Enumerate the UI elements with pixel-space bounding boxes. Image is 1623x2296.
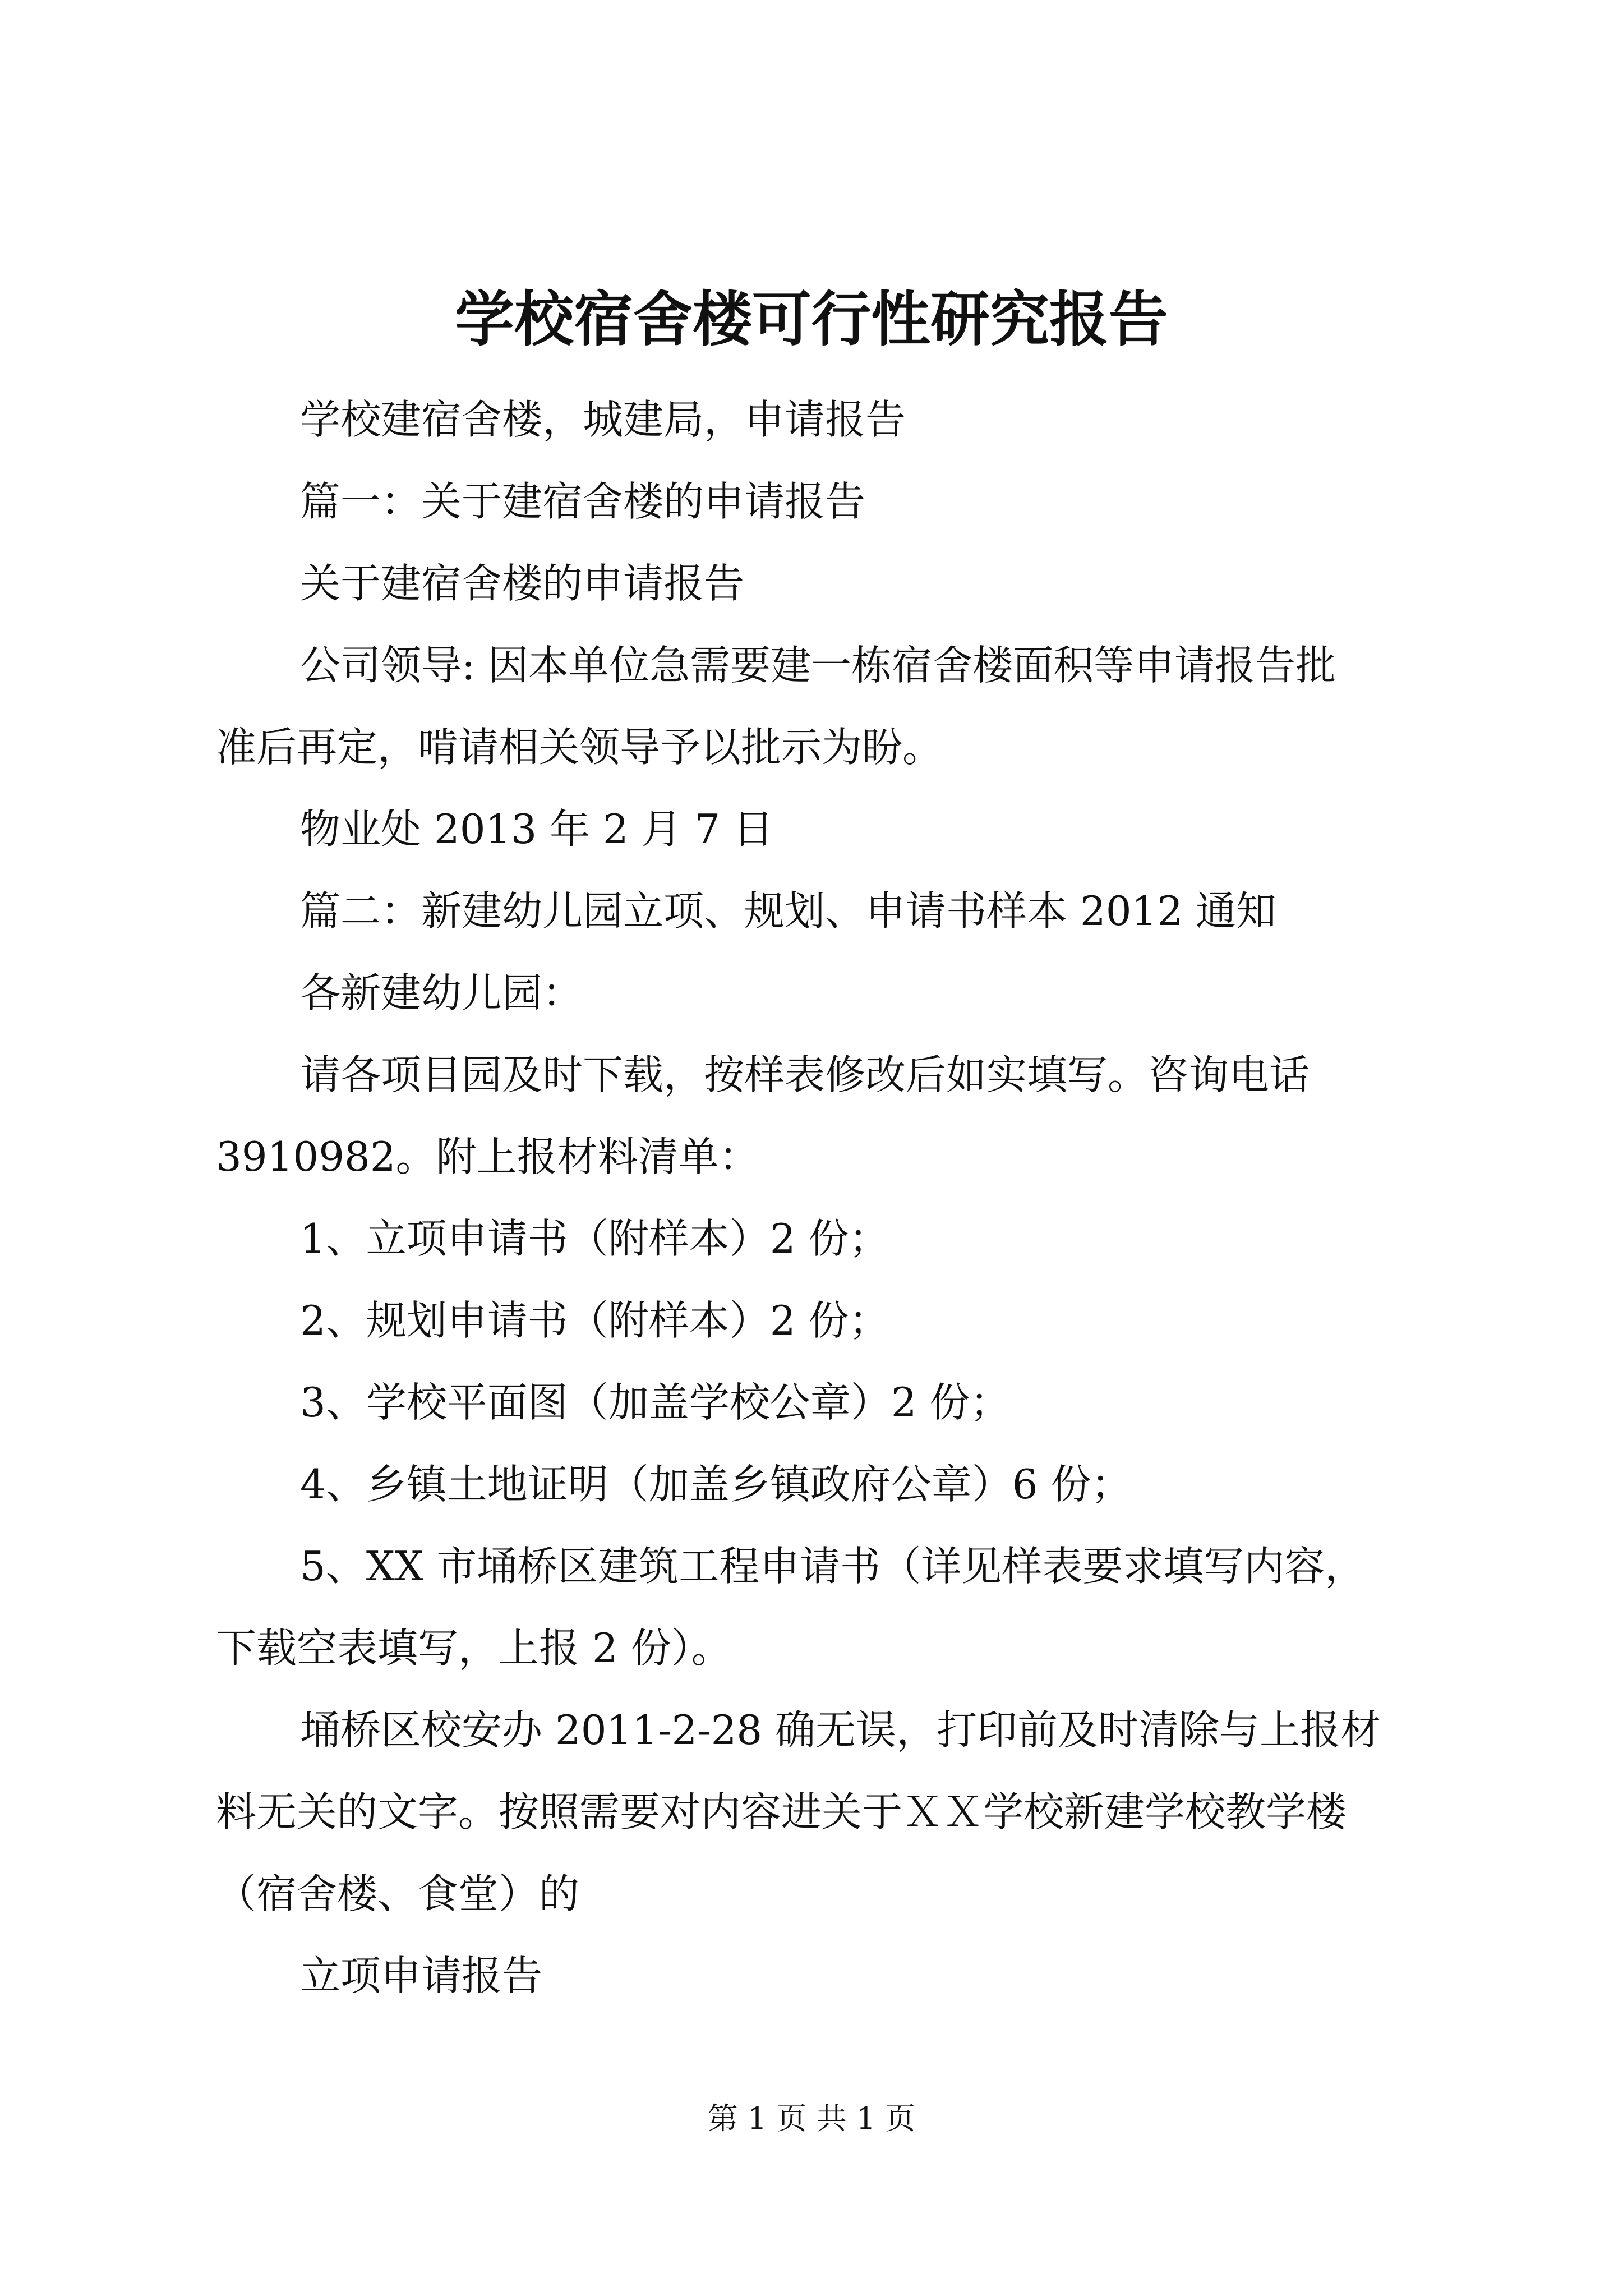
paragraph-line xyxy=(300,1525,1511,1607)
text-line: 各新建幼儿园： xyxy=(300,969,583,1016)
paragraph-line xyxy=(300,870,1511,952)
text-line: 篇二：新建幼儿园立项、规划、申请书样本 2012 通知 xyxy=(300,887,1277,935)
text-line: 3、学校平面图（加盖学校公章）2 份； xyxy=(300,1379,1011,1426)
paragraph-line xyxy=(300,379,1511,461)
paragraph-line xyxy=(216,1116,1427,1198)
text-line: 2、规划申请书（附样本）2 份； xyxy=(300,1297,889,1344)
text-line: 埇桥区校安办 2011-2-28 确无误，打印前及时清除与上报材 xyxy=(300,1706,1381,1754)
paragraph-line xyxy=(300,1361,1511,1443)
paragraph-line xyxy=(300,1198,1511,1280)
paragraph-line xyxy=(300,1280,1511,1361)
text-line: 1、立项申请书（附样本）2 份； xyxy=(300,1215,889,1262)
text-line: 公司领导: 因本单位急需要建一栋宿舍楼面积等申请报告批 xyxy=(300,642,1336,689)
paragraph-line xyxy=(216,1607,1427,1689)
text-line: 准后再定，啃请相关领导予以批示为盼。 xyxy=(216,724,943,771)
text-line: 篇一：关于建宿舍楼的申请报告 xyxy=(300,478,866,525)
page-footer: 第 1 页 共 1 页 xyxy=(707,2101,916,2136)
document-title: 学校宿舍楼可行性研究报告 xyxy=(455,284,1168,354)
text-line: 关于建宿舍楼的申请报告 xyxy=(300,560,745,607)
text-line: 学校建宿舍楼，城建局，申请报告 xyxy=(300,396,906,443)
text-line: （宿舍楼、食堂）的 xyxy=(216,1870,580,1917)
text-line: 下载空表填写，上报 2 份）。 xyxy=(216,1625,732,1672)
paragraph-line xyxy=(300,952,1511,1034)
paragraph-line xyxy=(300,1689,1511,1771)
text-line: 3910982。附上报材料清单： xyxy=(216,1133,759,1180)
text-line: 4、乡镇土地证明（加盖乡镇政府公章）6 份； xyxy=(300,1461,1132,1508)
paragraph-line xyxy=(300,624,1511,706)
paragraph-line xyxy=(300,1935,1511,2017)
text-line: 立项申请报告 xyxy=(300,1952,543,1999)
text-line: 料无关的文字。按照需要对内容进关于ＸＸ学校新建学校教学楼 xyxy=(216,1788,1347,1835)
paragraph-line xyxy=(300,542,1511,624)
paragraph-line xyxy=(216,706,1427,788)
paragraph-line xyxy=(300,461,1511,542)
text-line: 物业处 2013 年 2 月 7 日 xyxy=(300,806,774,853)
paragraph-line xyxy=(216,1853,1427,1935)
paragraph-line xyxy=(300,1034,1511,1116)
paragraph-line xyxy=(300,1443,1511,1525)
text-line: 5、XX 市埇桥区建筑工程申请书（详见样表要求填写内容， xyxy=(300,1543,1366,1590)
paragraph-line xyxy=(300,788,1511,870)
text-line: 请各项目园及时下载，按样表修改后如实填写。咨询电话 xyxy=(300,1051,1310,1098)
paragraph-line xyxy=(216,1771,1427,1853)
